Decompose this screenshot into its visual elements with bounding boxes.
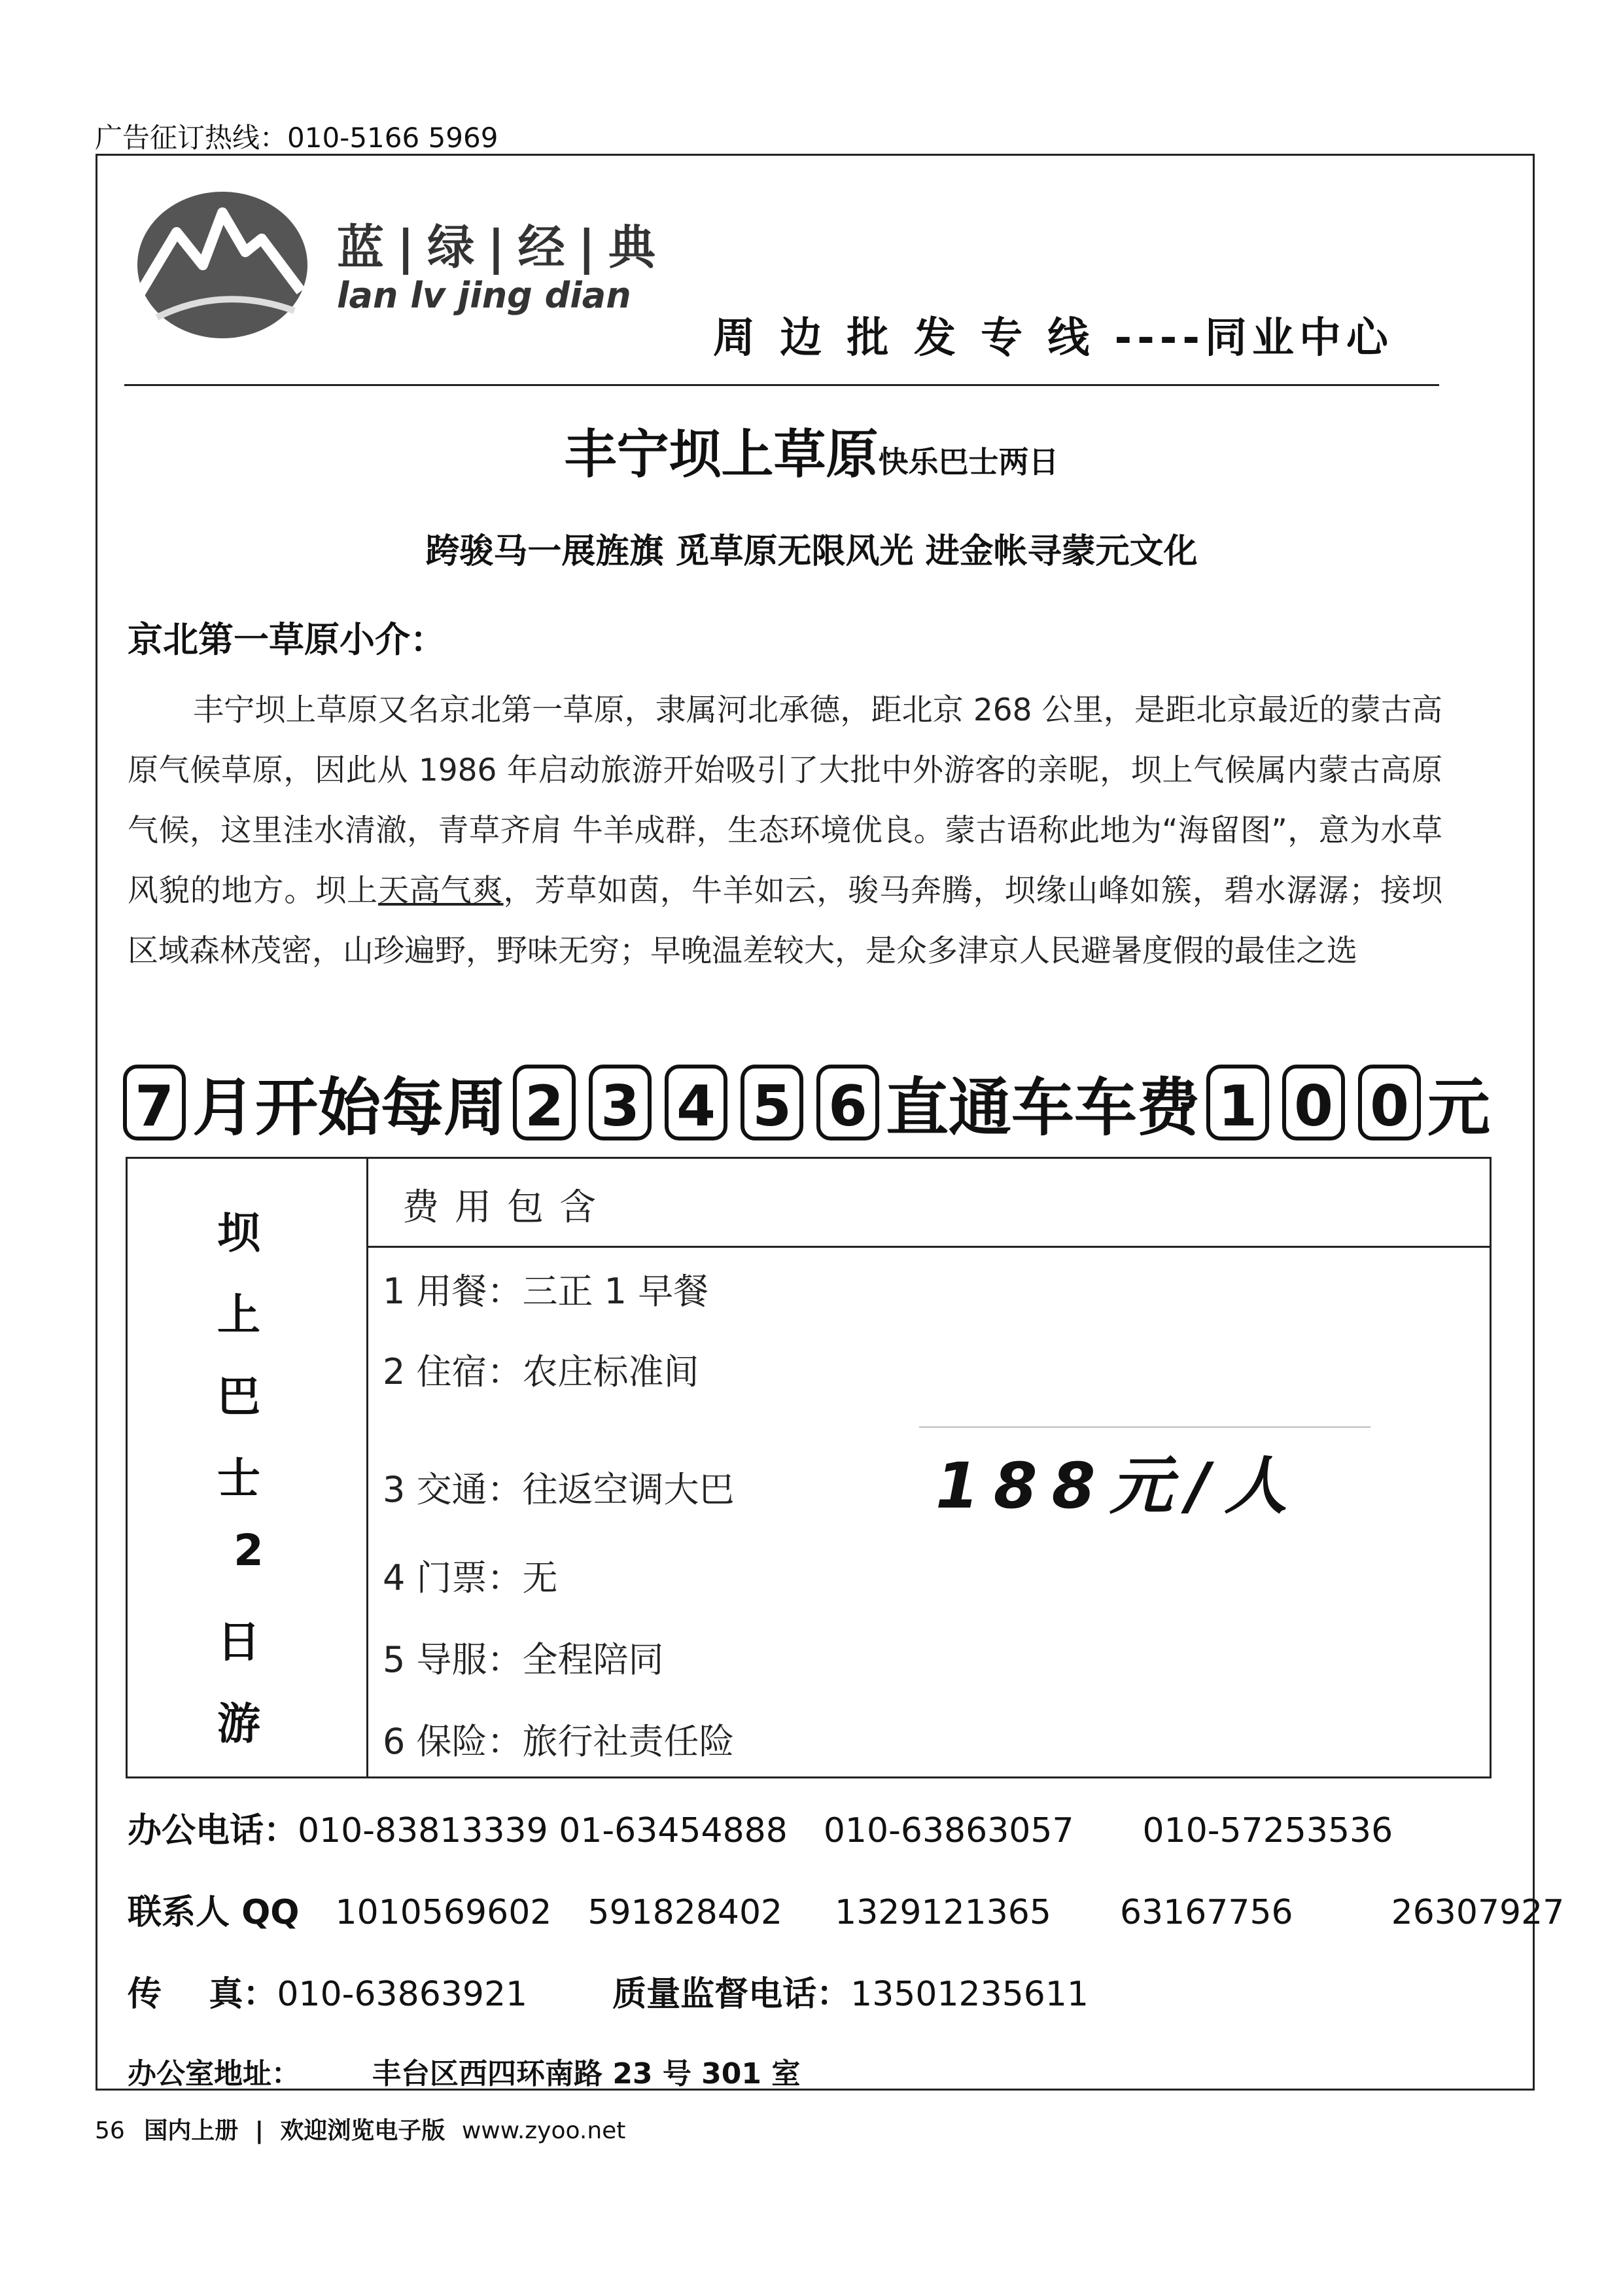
banner-price-digit: 0: [1282, 1065, 1345, 1140]
header-divider: [124, 384, 1439, 386]
tour-name-char: 士: [217, 1453, 260, 1504]
fee-item: 2 住宿：农庄标准间: [383, 1351, 699, 1392]
price-rule: [919, 1426, 1370, 1428]
banner-day-digit: 2: [513, 1065, 576, 1140]
banner-price-digit: 0: [1358, 1065, 1421, 1140]
underlined-phrase: 天高气爽: [378, 873, 504, 909]
tour-name-char: 上: [217, 1290, 260, 1340]
site-url: www.zyoo.net: [461, 2117, 626, 2144]
fax-row: 传 真：010-63863921 质量监督电话：13501235611: [128, 1975, 1089, 2014]
banner-day-digit: 5: [741, 1065, 803, 1140]
page-footer: 56 国内上册 | 欢迎浏览电子版 www.zyoo.net: [95, 2117, 626, 2144]
banner-month-digit: 7: [123, 1065, 186, 1140]
tagline: 周 边 批 发 专 线 ----同业中心: [713, 314, 1393, 362]
title-main: 丰宁坝上草原: [564, 424, 879, 485]
brand-chinese: 蓝|绿|经|典: [337, 220, 669, 275]
tour-name-column: [128, 1159, 368, 1776]
address-row: 办公室地址： 丰台区西四环南路 23 号 301 室: [128, 2057, 801, 2091]
banner-price-digit: 1: [1206, 1065, 1269, 1140]
banner-text-2: 直通车车费: [886, 1070, 1200, 1144]
tour-name-char: 2: [234, 1525, 264, 1576]
tour-price: 188元/人: [935, 1449, 1302, 1523]
fee-item: 4 门票：无: [383, 1557, 558, 1598]
banner-text-3: 元: [1427, 1070, 1490, 1144]
page-number: 56: [95, 2117, 125, 2144]
intro-heading: 京北第一草原小介：: [128, 619, 445, 660]
title-suffix: 快乐巴士两日: [878, 444, 1059, 480]
tour-name-char: 游: [217, 1699, 260, 1749]
ad-hotline: 广告征订热线：010-5166 5969: [95, 122, 498, 154]
banner-day-digit: 4: [665, 1065, 727, 1140]
brand-pinyin: lan lv jing dian: [337, 275, 631, 316]
fee-header: 费用包含: [366, 1159, 1490, 1248]
welcome-text: 欢迎浏览电子版: [280, 2117, 445, 2144]
section-name: 国内上册: [144, 2117, 239, 2144]
banner-day-digit: 6: [816, 1065, 879, 1140]
mountain-logo-icon: [131, 186, 314, 346]
fee-item: 6 保险：旅行社责任险: [383, 1721, 735, 1762]
banner-text-1: 月开始每周: [192, 1070, 506, 1144]
contact-qq-row: 联系人 QQ 1010569602 591828402 1329121365 63167756 26307927: [128, 1893, 1565, 1932]
schedule-banner: [116, 1057, 1490, 1148]
subtitle: 跨骏马一展旌旗 觅草原无限风光 进金帐寻蒙元文化: [425, 532, 1198, 571]
page-title: [0, 412, 1623, 487]
tour-name-char: 坝: [217, 1208, 260, 1258]
fee-item: 1 用餐：三正 1 早餐: [383, 1271, 709, 1312]
tour-name-char: 日: [217, 1617, 260, 1667]
fee-item: 3 交通：往返空调大巴: [383, 1469, 735, 1510]
banner-day-digit: 3: [589, 1065, 652, 1140]
office-phone-row: 办公电话：010-83813339 01-63454888 010-63863057 010-57253536: [128, 1811, 1393, 1850]
intro-paragraph: 丰宁坝上草原又名京北第一草原，隶属河北承德，距北京 268 公里，是距北京最近的蒙古高原气候草原，因此从 1986 年启动旅游开始吸引了大批中外游客的亲昵，坝上气候属内蒙古高原气候，这里洼水清澈，青草齐肩 牛羊成群，生态环境优良。蒙古语称此地为“海留图”，意为水草风貌的地方。坝上天高气爽，芳草如茵，牛羊如云，骏马奔腾，坝缘山峰如簇，碧水潺潺；接坝区域森林茂密，山珍遍野，野味无穷；早晚温差较大，是众多津京人民避暑度假的最佳之选: [128, 692, 1443, 969]
fee-item: 5 导服：全程陪同: [383, 1639, 664, 1680]
tour-name-char: 巴: [217, 1371, 260, 1422]
